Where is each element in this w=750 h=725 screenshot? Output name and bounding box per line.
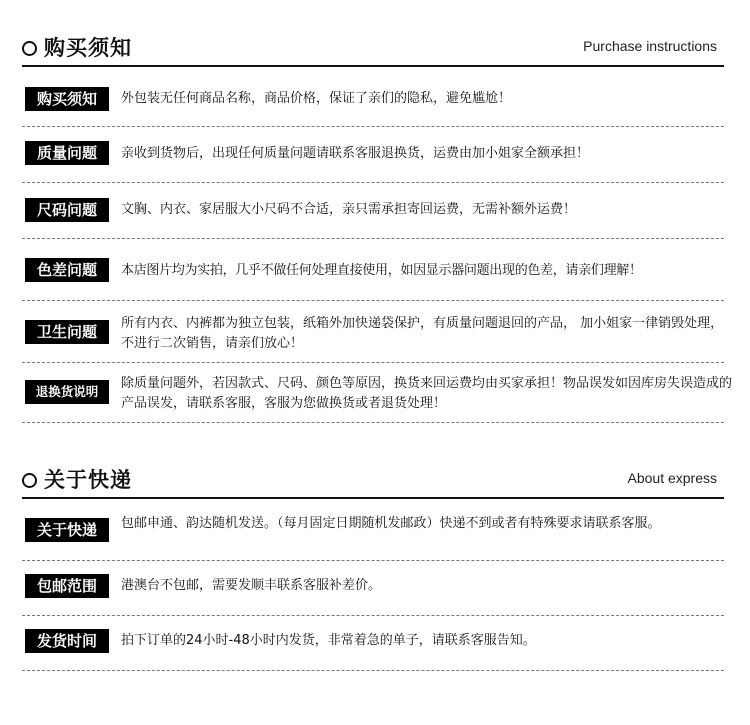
purchase-row	[22, 72, 724, 127]
purchase-section-subtitle: Purchase instructions	[583, 38, 717, 54]
row-text: 包邮申通、韵达随机发送。（每月固定日期随机发邮政）快递不到或者有特殊要求请联系客服。	[121, 516, 661, 531]
row-label: 尺码问题	[25, 198, 109, 222]
row-label: 色差问题	[25, 258, 109, 282]
row-label: 发货时间	[25, 629, 109, 653]
row-text: 所有内衣、内裤都为独立包装，纸箱外加快递袋保护，有质量问题退回的产品， 加小姐家一律销毁处理，不进行二次销售，请亲们放心！	[121, 316, 724, 351]
purchase-row	[22, 238, 724, 301]
circle-bullet-icon	[22, 41, 37, 56]
circle-bullet-icon	[22, 473, 37, 488]
row-text: 除质量问题外，若因款式、尺码、颜色等原因，换货来回运费均由买家承担！物品误发如因库房失误造成的产品误发，请联系客服，客服为您做换货或者退货处理！	[121, 376, 733, 411]
row-text: 外包装无任何商品名称，商品价格，保证了亲们的隐私，避免尴尬！	[121, 91, 512, 106]
row-text: 文胸、内衣、家居服大小尺码不合适，亲只需承担寄回运费，无需补额外运费！	[121, 202, 577, 217]
express-section-subtitle: About express	[627, 470, 717, 486]
express-row	[22, 615, 724, 671]
express-row	[22, 560, 724, 616]
purchase-section-header	[22, 35, 724, 67]
row-label: 关于快递	[25, 518, 109, 542]
row-text: 本店图片均为实拍，几乎不做任何处理直接使用，如因显示器问题出现的色差，请亲们理解！	[121, 263, 642, 278]
purchase-row	[22, 126, 724, 183]
express-section-title: 关于快递	[44, 468, 132, 492]
row-label: 包邮范围	[25, 574, 109, 598]
express-section-header	[22, 467, 724, 499]
row-text: 亲收到货物后，出现任何质量问题请联系客服退换货，运费由加小姐家全额承担！	[121, 146, 590, 161]
purchase-section-title: 购买须知	[44, 36, 132, 60]
express-row	[22, 503, 724, 561]
row-text: 港澳台不包邮，需要发顺丰联系客服补差价。	[121, 578, 382, 593]
row-label: 卫生问题	[25, 320, 109, 344]
purchase-row	[22, 182, 724, 239]
row-text: 拍下订单的24小时-48小时内发货，非常着急的单子，请联系客服告知。	[121, 633, 536, 648]
purchase-row	[22, 362, 733, 423]
purchase-row	[22, 300, 724, 363]
row-label: 退换货说明	[25, 380, 109, 404]
row-label: 购买须知	[25, 87, 109, 111]
row-label: 质量问题	[25, 141, 109, 165]
